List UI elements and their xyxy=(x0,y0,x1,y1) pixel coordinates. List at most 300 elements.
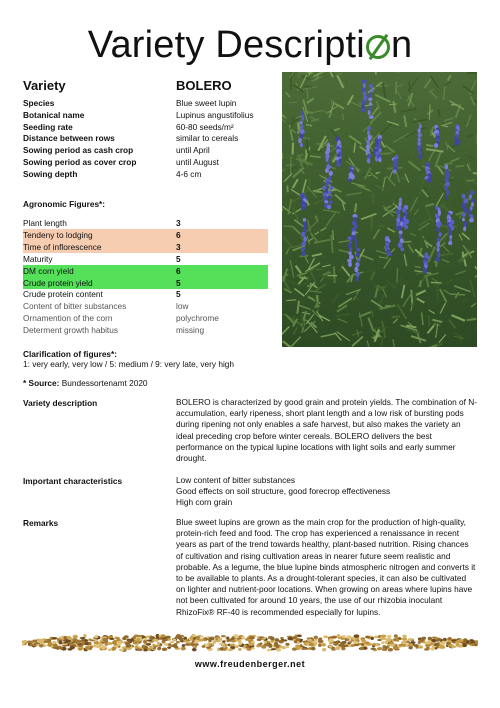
leaf-stroke xyxy=(431,282,442,283)
leaf-stroke xyxy=(444,163,452,164)
grain-dot xyxy=(381,634,387,637)
grain-dot xyxy=(122,637,126,640)
grain-dot xyxy=(231,640,236,643)
grain-dot xyxy=(318,638,322,641)
grain-dot xyxy=(413,644,419,647)
grain-dot xyxy=(152,644,155,646)
grain-dot xyxy=(201,645,205,648)
grain-dot xyxy=(126,645,131,648)
grain-dot xyxy=(72,638,77,641)
grain-dot xyxy=(328,639,332,642)
grain-dot xyxy=(51,641,57,643)
flower-dot xyxy=(302,242,306,247)
grain-dot xyxy=(199,638,204,641)
leaf-stroke xyxy=(286,165,294,166)
text-line: Good effects on soil structure, good forecrop effectiveness xyxy=(176,486,391,497)
flower-dot xyxy=(462,218,465,222)
basic-label: Seeding rate xyxy=(23,121,73,132)
flower-dot xyxy=(298,138,302,143)
clarification-text: 1: very early, very low / 5: medium / 9: very late, very high xyxy=(23,359,235,369)
variety-description-text xyxy=(176,397,476,464)
leaf-stroke xyxy=(289,102,297,103)
flower-dot xyxy=(361,108,365,113)
grain-dot xyxy=(329,645,333,647)
grain-dot xyxy=(365,636,370,639)
grain-dot xyxy=(311,647,316,651)
text-line: not been cultivated for around 10 years, the use of our rhizobia inoculant xyxy=(176,595,443,606)
text-line: Low content of bitter substances xyxy=(176,475,295,485)
flower-dot xyxy=(301,124,304,130)
grain-dot xyxy=(157,642,160,646)
grain-dot xyxy=(463,643,467,647)
agronomic-row xyxy=(23,253,268,265)
grain-dot xyxy=(318,640,324,643)
grain-dot xyxy=(354,644,360,646)
grain-dot xyxy=(323,635,328,638)
flower-dot xyxy=(471,202,474,207)
grain-dot xyxy=(153,639,158,642)
grain-dot xyxy=(375,644,379,646)
grain-dot xyxy=(408,647,412,649)
grain-dot xyxy=(263,644,268,647)
flower-dot xyxy=(437,252,440,257)
grain-dot xyxy=(336,640,341,643)
grain-dot xyxy=(117,642,122,645)
grain-dot xyxy=(185,643,191,645)
flower-dot xyxy=(471,198,475,203)
basic-label: Sowing period as cover crop xyxy=(23,157,137,167)
agronomic-row xyxy=(23,277,268,289)
leaf-stroke xyxy=(429,105,430,120)
flower-dot xyxy=(328,176,331,180)
characteristics-label: Important characteristics xyxy=(23,476,123,486)
grain-dot xyxy=(251,647,255,649)
flower-dot xyxy=(437,247,440,252)
grain-dot xyxy=(246,648,251,651)
grain-dot xyxy=(394,634,398,638)
grain-dot xyxy=(382,648,388,651)
agronomic-label: Ornamention of the corn xyxy=(23,313,113,324)
flower-dot xyxy=(301,232,305,237)
leaf-stroke xyxy=(332,99,333,106)
flower-dot xyxy=(301,247,305,251)
grain-dot xyxy=(193,645,196,648)
agronomic-label: Plant length xyxy=(23,218,67,228)
grain-strip-image xyxy=(22,634,478,652)
flower-dot xyxy=(397,225,402,230)
grain-dot xyxy=(190,636,194,640)
flower-dot xyxy=(325,168,329,172)
grain-dot xyxy=(292,648,297,651)
flower-dot xyxy=(461,194,465,199)
agronomic-value: missing xyxy=(176,325,205,336)
grain-dot xyxy=(59,647,63,649)
flower-dot xyxy=(363,83,366,88)
flower-dot xyxy=(368,97,372,101)
grain-dot xyxy=(458,639,464,642)
grain-dot xyxy=(102,638,107,642)
grain-dot xyxy=(401,641,407,645)
flower-dot xyxy=(454,141,459,145)
flower-dot xyxy=(300,121,303,125)
flower-dot xyxy=(363,92,367,96)
flower-dot xyxy=(436,222,441,226)
grain-dot xyxy=(238,648,242,651)
characteristics-text xyxy=(176,475,476,509)
grain-dot xyxy=(245,638,249,641)
agronomic-label: Crude protein yield xyxy=(23,277,93,288)
flower-dot xyxy=(470,190,475,194)
flower-dot xyxy=(444,178,449,182)
leaf-stroke xyxy=(373,193,374,204)
grain-dot xyxy=(78,648,82,650)
variety-description-label: Variety description xyxy=(23,398,98,408)
flower-dot xyxy=(356,271,359,277)
agronomic-value: 6 xyxy=(176,265,181,276)
source-value: Bundessortenamt 2020 xyxy=(61,378,148,388)
grain-dot xyxy=(346,636,352,639)
grain-dot xyxy=(53,643,57,647)
leaf-stroke xyxy=(287,300,297,301)
grain-dot xyxy=(388,648,393,651)
grain-dot xyxy=(143,638,147,640)
grain-dot xyxy=(371,637,374,640)
flower-dot xyxy=(357,258,361,262)
grain-dot xyxy=(270,637,274,641)
grain-dot xyxy=(119,649,125,651)
grain-dot xyxy=(84,639,88,642)
grain-dot xyxy=(143,640,147,644)
grain-dot xyxy=(81,641,85,645)
grain-dot xyxy=(285,643,289,646)
grain-dot xyxy=(259,642,262,644)
grain-dot xyxy=(85,646,90,650)
grain-dot xyxy=(396,638,399,642)
grain-dot xyxy=(296,646,301,649)
agronomic-row xyxy=(23,288,268,300)
flower-dot xyxy=(348,178,352,182)
grain-dot xyxy=(431,639,436,643)
flower-dot xyxy=(369,84,373,89)
grain-dot xyxy=(418,646,423,648)
flower-dot xyxy=(329,186,333,190)
flower-dot xyxy=(355,262,359,267)
grain-dot xyxy=(221,635,226,637)
grain-dot xyxy=(108,648,111,651)
grain-dot xyxy=(393,646,399,649)
flower-dot xyxy=(299,134,304,139)
flower-dot xyxy=(469,194,472,198)
grain-dot xyxy=(161,634,166,637)
grain-dot xyxy=(168,643,172,645)
flower-dot xyxy=(370,88,373,92)
flower-dot xyxy=(445,194,448,199)
flower-dot xyxy=(363,95,367,100)
footer-url[interactable]: www.freudenberger.net xyxy=(194,659,306,669)
flower-dot xyxy=(366,140,370,145)
flower-dot xyxy=(300,143,303,147)
flower-dot xyxy=(348,262,352,267)
flower-dot xyxy=(329,171,333,176)
agronomic-row xyxy=(23,217,268,229)
flower-dot xyxy=(400,247,404,251)
leaf-stroke xyxy=(413,149,414,157)
agronomic-value: 3 xyxy=(176,241,181,252)
flower-dot xyxy=(445,164,449,169)
grain-dot xyxy=(147,639,152,641)
source-label: * Source: xyxy=(23,378,60,388)
grain-dot xyxy=(280,637,283,639)
grain-dot xyxy=(439,642,445,646)
agronomic-row xyxy=(23,241,268,253)
grain-dot xyxy=(130,639,134,642)
grain-dot xyxy=(222,640,226,642)
flower-dot xyxy=(367,158,371,164)
grain-dot xyxy=(192,648,197,651)
grain-dot xyxy=(27,640,32,643)
grain-dot xyxy=(427,640,431,644)
flower-dot xyxy=(393,169,397,174)
basic-label: Species xyxy=(23,98,55,108)
basic-value: Lupinus angustifolius xyxy=(176,109,254,120)
grain-dot xyxy=(256,645,261,647)
grain-dot xyxy=(182,644,186,647)
grain-dot xyxy=(402,635,406,638)
leaf-stroke xyxy=(397,268,398,282)
flower-dot xyxy=(367,154,372,159)
grain-dot xyxy=(329,643,332,645)
agronomic-value: polychrome xyxy=(176,313,219,324)
flower-dot xyxy=(356,248,360,252)
grain-dot xyxy=(126,647,132,649)
grain-dot xyxy=(100,645,106,649)
flower-dot xyxy=(387,251,392,256)
grain-dot xyxy=(212,640,216,643)
grain-dot xyxy=(377,647,382,650)
grain-dot xyxy=(122,646,127,648)
grain-dot xyxy=(170,641,175,643)
flower-dot xyxy=(434,143,438,148)
flower-dot xyxy=(303,218,306,222)
flower-dot xyxy=(327,205,331,210)
grain-dot xyxy=(409,643,413,646)
grain-dot xyxy=(430,647,435,650)
grain-dot xyxy=(216,640,221,642)
grain-dot xyxy=(73,635,78,639)
grain-dot xyxy=(331,636,337,639)
grain-dot xyxy=(269,645,273,648)
text-line: Blue sweet lupins are grown as the main crop for the production of high-quality, xyxy=(176,517,466,527)
text-line: High corn grain xyxy=(176,497,233,508)
flower-dot xyxy=(444,186,448,191)
flower-dot xyxy=(463,208,468,213)
leaf-stroke xyxy=(375,72,376,75)
grain-dot xyxy=(371,648,377,651)
variety-label: Variety xyxy=(23,78,66,93)
grain-dot xyxy=(113,640,117,644)
flower-dot xyxy=(470,214,474,218)
agronomic-label: Tendeny to lodging xyxy=(23,229,93,240)
leaf-stroke xyxy=(283,157,295,158)
grain-dot xyxy=(148,646,153,649)
flower-dot xyxy=(349,247,352,252)
grain-dot xyxy=(274,644,280,647)
grain-dot xyxy=(116,637,120,641)
flower-dot xyxy=(464,221,468,227)
grain-dot xyxy=(195,637,198,640)
leaf-stroke xyxy=(343,114,344,121)
grain-dot xyxy=(225,644,228,646)
grain-dot xyxy=(181,647,186,651)
grain-dot xyxy=(297,635,302,638)
leaf-stroke xyxy=(333,230,334,240)
grain-dot xyxy=(279,646,284,648)
flower-dot xyxy=(356,252,360,257)
flower-dot xyxy=(463,226,466,231)
text-line: accumulation, early ripeness, short plant length and a low risk of bursting pods xyxy=(176,408,464,419)
grain-dot xyxy=(90,639,95,641)
grain-dot xyxy=(80,637,86,639)
flower-dot xyxy=(436,242,440,248)
grain-dot xyxy=(271,648,276,650)
grain-dot xyxy=(111,647,116,650)
grain-dot xyxy=(114,643,117,645)
grain-dot xyxy=(309,643,315,646)
flower-dot xyxy=(349,255,354,260)
basic-value: 4-6 cm xyxy=(176,168,202,179)
grain-dot xyxy=(67,648,72,650)
grain-dot xyxy=(143,649,147,652)
flower-dot xyxy=(463,198,468,203)
flower-dot xyxy=(356,277,359,281)
grain-dot xyxy=(107,642,113,645)
grain-dot xyxy=(142,645,145,648)
grain-dot xyxy=(109,638,114,640)
agronomic-value: 6 xyxy=(176,229,181,240)
grain-dot xyxy=(435,643,439,646)
agronomic-value: 5 xyxy=(176,289,181,300)
grain-dot xyxy=(78,645,84,647)
grain-dot xyxy=(93,644,98,648)
leaf-stroke xyxy=(375,287,385,288)
agronomic-label: Maturity xyxy=(23,253,53,264)
agronomic-row xyxy=(23,300,268,312)
grain-dot xyxy=(381,641,384,644)
leaf-stroke xyxy=(426,145,433,146)
grain-dot xyxy=(230,644,236,647)
flower-dot xyxy=(445,181,450,186)
flower-dot xyxy=(418,129,421,133)
text-line: RhizoFix® RF-40 is recommended especially for lupins. xyxy=(176,606,381,617)
flower-dot xyxy=(348,251,351,255)
flower-dot xyxy=(448,241,452,245)
grain-dot xyxy=(349,641,353,643)
source-note xyxy=(23,378,148,388)
grain-dot xyxy=(361,639,367,642)
leaf-stroke xyxy=(450,294,465,295)
flower-dot xyxy=(328,200,332,204)
flower-dot xyxy=(328,195,332,199)
grain-dot xyxy=(398,644,404,647)
grain-dot xyxy=(135,645,139,648)
text-line: during ripening not only enables a safe harvest, but also makes the variety an xyxy=(176,419,461,430)
grain-dot xyxy=(301,648,306,650)
grain-dot xyxy=(228,648,233,651)
text-line: ideal preceding crop before winter cereals. BOLERO delivers the best xyxy=(176,430,432,441)
flower-dot xyxy=(426,178,431,183)
grain-dot xyxy=(472,643,475,646)
flower-dot xyxy=(445,173,450,179)
flower-dot xyxy=(396,210,400,215)
flower-dot xyxy=(369,105,372,111)
grain-dot xyxy=(259,636,264,638)
grain-dot xyxy=(384,641,388,645)
grain-dot xyxy=(146,643,151,645)
leaf-stroke xyxy=(306,125,312,126)
text-line: performance on the typical lupine locations with light soils and early summer xyxy=(176,441,456,452)
leaf-stroke xyxy=(392,316,401,317)
agronomic-row xyxy=(23,229,268,241)
agronomic-label: DM corn yield xyxy=(23,265,74,276)
flower-dot xyxy=(369,92,372,97)
basic-value: Blue sweet lupin xyxy=(176,98,237,108)
grain-dot xyxy=(286,646,289,648)
text-line: to be available to plants. As a drought-tolerant species, it can also be cultivated xyxy=(176,573,467,584)
grain-dot xyxy=(157,647,160,650)
flower-dot xyxy=(379,148,382,152)
grain-dot xyxy=(424,648,429,651)
grain-dot xyxy=(257,638,262,641)
grain-dot xyxy=(66,636,71,639)
flower-dot xyxy=(397,214,400,218)
leaf-stroke xyxy=(420,280,421,286)
grain-dot xyxy=(408,638,414,641)
grain-dot xyxy=(249,636,255,640)
grain-dot xyxy=(322,648,326,651)
text-line: probable. As a legume, the blue lupine binds atmospheric nitrogen and converts it xyxy=(176,561,476,572)
grain-dot xyxy=(176,641,180,643)
agronomic-label: Crude protein content xyxy=(23,289,103,300)
basic-value: until August xyxy=(176,157,219,167)
grain-dot xyxy=(44,640,50,642)
flower-dot xyxy=(468,210,471,215)
grain-dot xyxy=(466,640,469,643)
grain-dot xyxy=(271,640,274,643)
flower-dot xyxy=(461,203,466,208)
grain-dot xyxy=(235,645,239,648)
flower-dot xyxy=(348,244,352,248)
flower-dot xyxy=(367,126,371,130)
grain-dot xyxy=(23,640,28,643)
agronomic-value: low xyxy=(176,301,189,312)
grain-dot xyxy=(40,639,44,643)
grain-dot xyxy=(387,635,391,638)
flower-dot xyxy=(361,88,365,92)
grain-dot xyxy=(436,638,441,642)
flower-dot xyxy=(436,237,440,241)
flower-dot xyxy=(469,218,474,222)
flower-dot xyxy=(300,129,305,134)
leaf-stroke xyxy=(467,73,477,74)
grain-dot xyxy=(225,646,228,650)
grain-dot xyxy=(236,637,242,639)
flower-dot xyxy=(355,242,358,248)
flower-dot xyxy=(419,124,422,128)
grain-dot xyxy=(297,641,300,644)
grain-dot xyxy=(402,637,407,640)
grain-dot xyxy=(95,635,98,639)
clarification-heading: Clarification of figures*: xyxy=(23,349,118,359)
